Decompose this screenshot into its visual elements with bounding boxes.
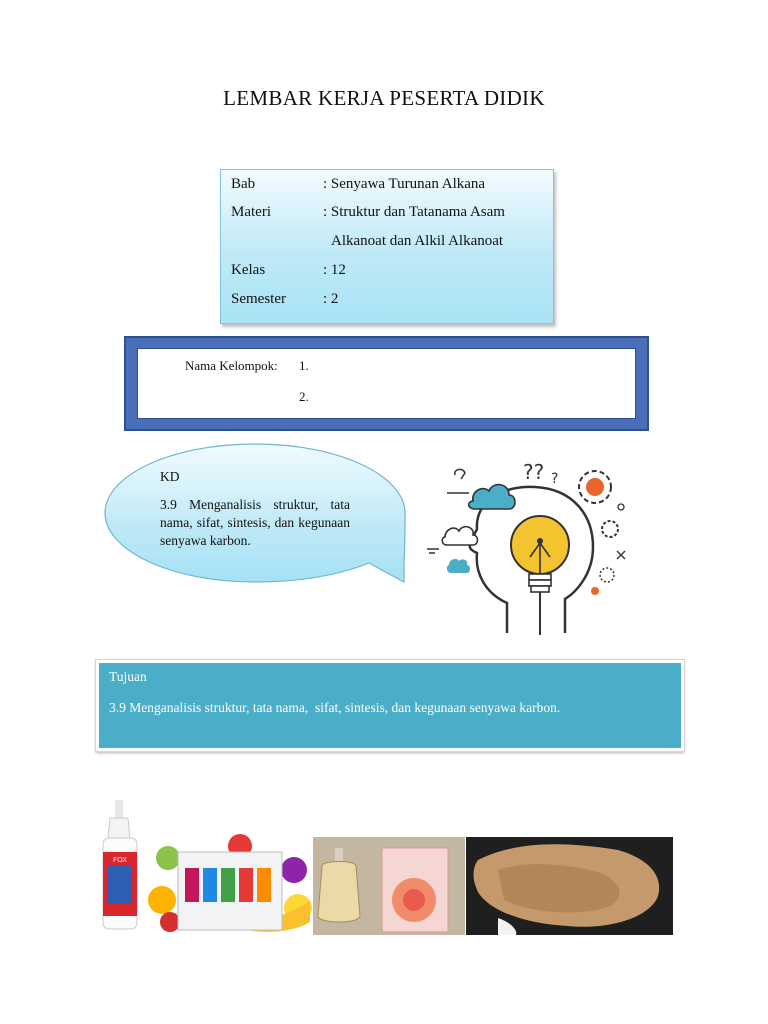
glue-bottle-icon: [103, 800, 137, 929]
svg-text:?: ?: [551, 471, 559, 487]
perfume-icon: [313, 837, 465, 935]
bottle-label: FOX: [113, 856, 127, 864]
document-title: LEMBAR KERJA PESERTA DIDIK: [223, 86, 545, 110]
tujuan-box: [96, 660, 684, 751]
info-value-kelas: : 12: [323, 262, 346, 278]
info-value-materi-cont: Alkanoat dan Alkil Alkanoat: [331, 233, 504, 249]
kd-heading: KD: [160, 469, 180, 484]
group-entry-2[interactable]: 2.: [299, 389, 309, 404]
leather-hide-icon: [466, 837, 673, 935]
svg-text:??: ??: [523, 460, 545, 484]
tujuan-body: 3.9 Menganalisis struktur, tata nama, sifat, sintesis, dan kegunaan senyawa karbon.: [109, 700, 561, 715]
info-label-bab: Bab: [231, 176, 256, 192]
info-label-kelas: Kelas: [231, 262, 266, 278]
group-entry-1[interactable]: 1.: [299, 358, 309, 373]
info-value-materi: : Struktur dan Tatanama Asam: [323, 204, 505, 220]
info-label-materi: Materi: [231, 204, 271, 220]
group-label: Nama Kelompok:: [185, 358, 278, 373]
head-lightbulb-icon: [425, 453, 635, 635]
tujuan-heading: Tujuan: [109, 669, 147, 684]
info-value-semester: : 2: [323, 291, 339, 307]
info-box: [220, 169, 554, 324]
info-label-semester: Semester: [231, 291, 286, 307]
fruit-essence-icon: [148, 834, 312, 935]
kd-content: [160, 468, 350, 550]
group-name-box: [137, 348, 636, 419]
info-value-bab: : Senyawa Turunan Alkana: [323, 176, 486, 192]
kd-body: 3.9 Menganalisis struktur, tata nama, sifat, sintesis, dan kegunaan senyawa karbon.: [160, 497, 350, 548]
photo-strip: [98, 800, 673, 935]
